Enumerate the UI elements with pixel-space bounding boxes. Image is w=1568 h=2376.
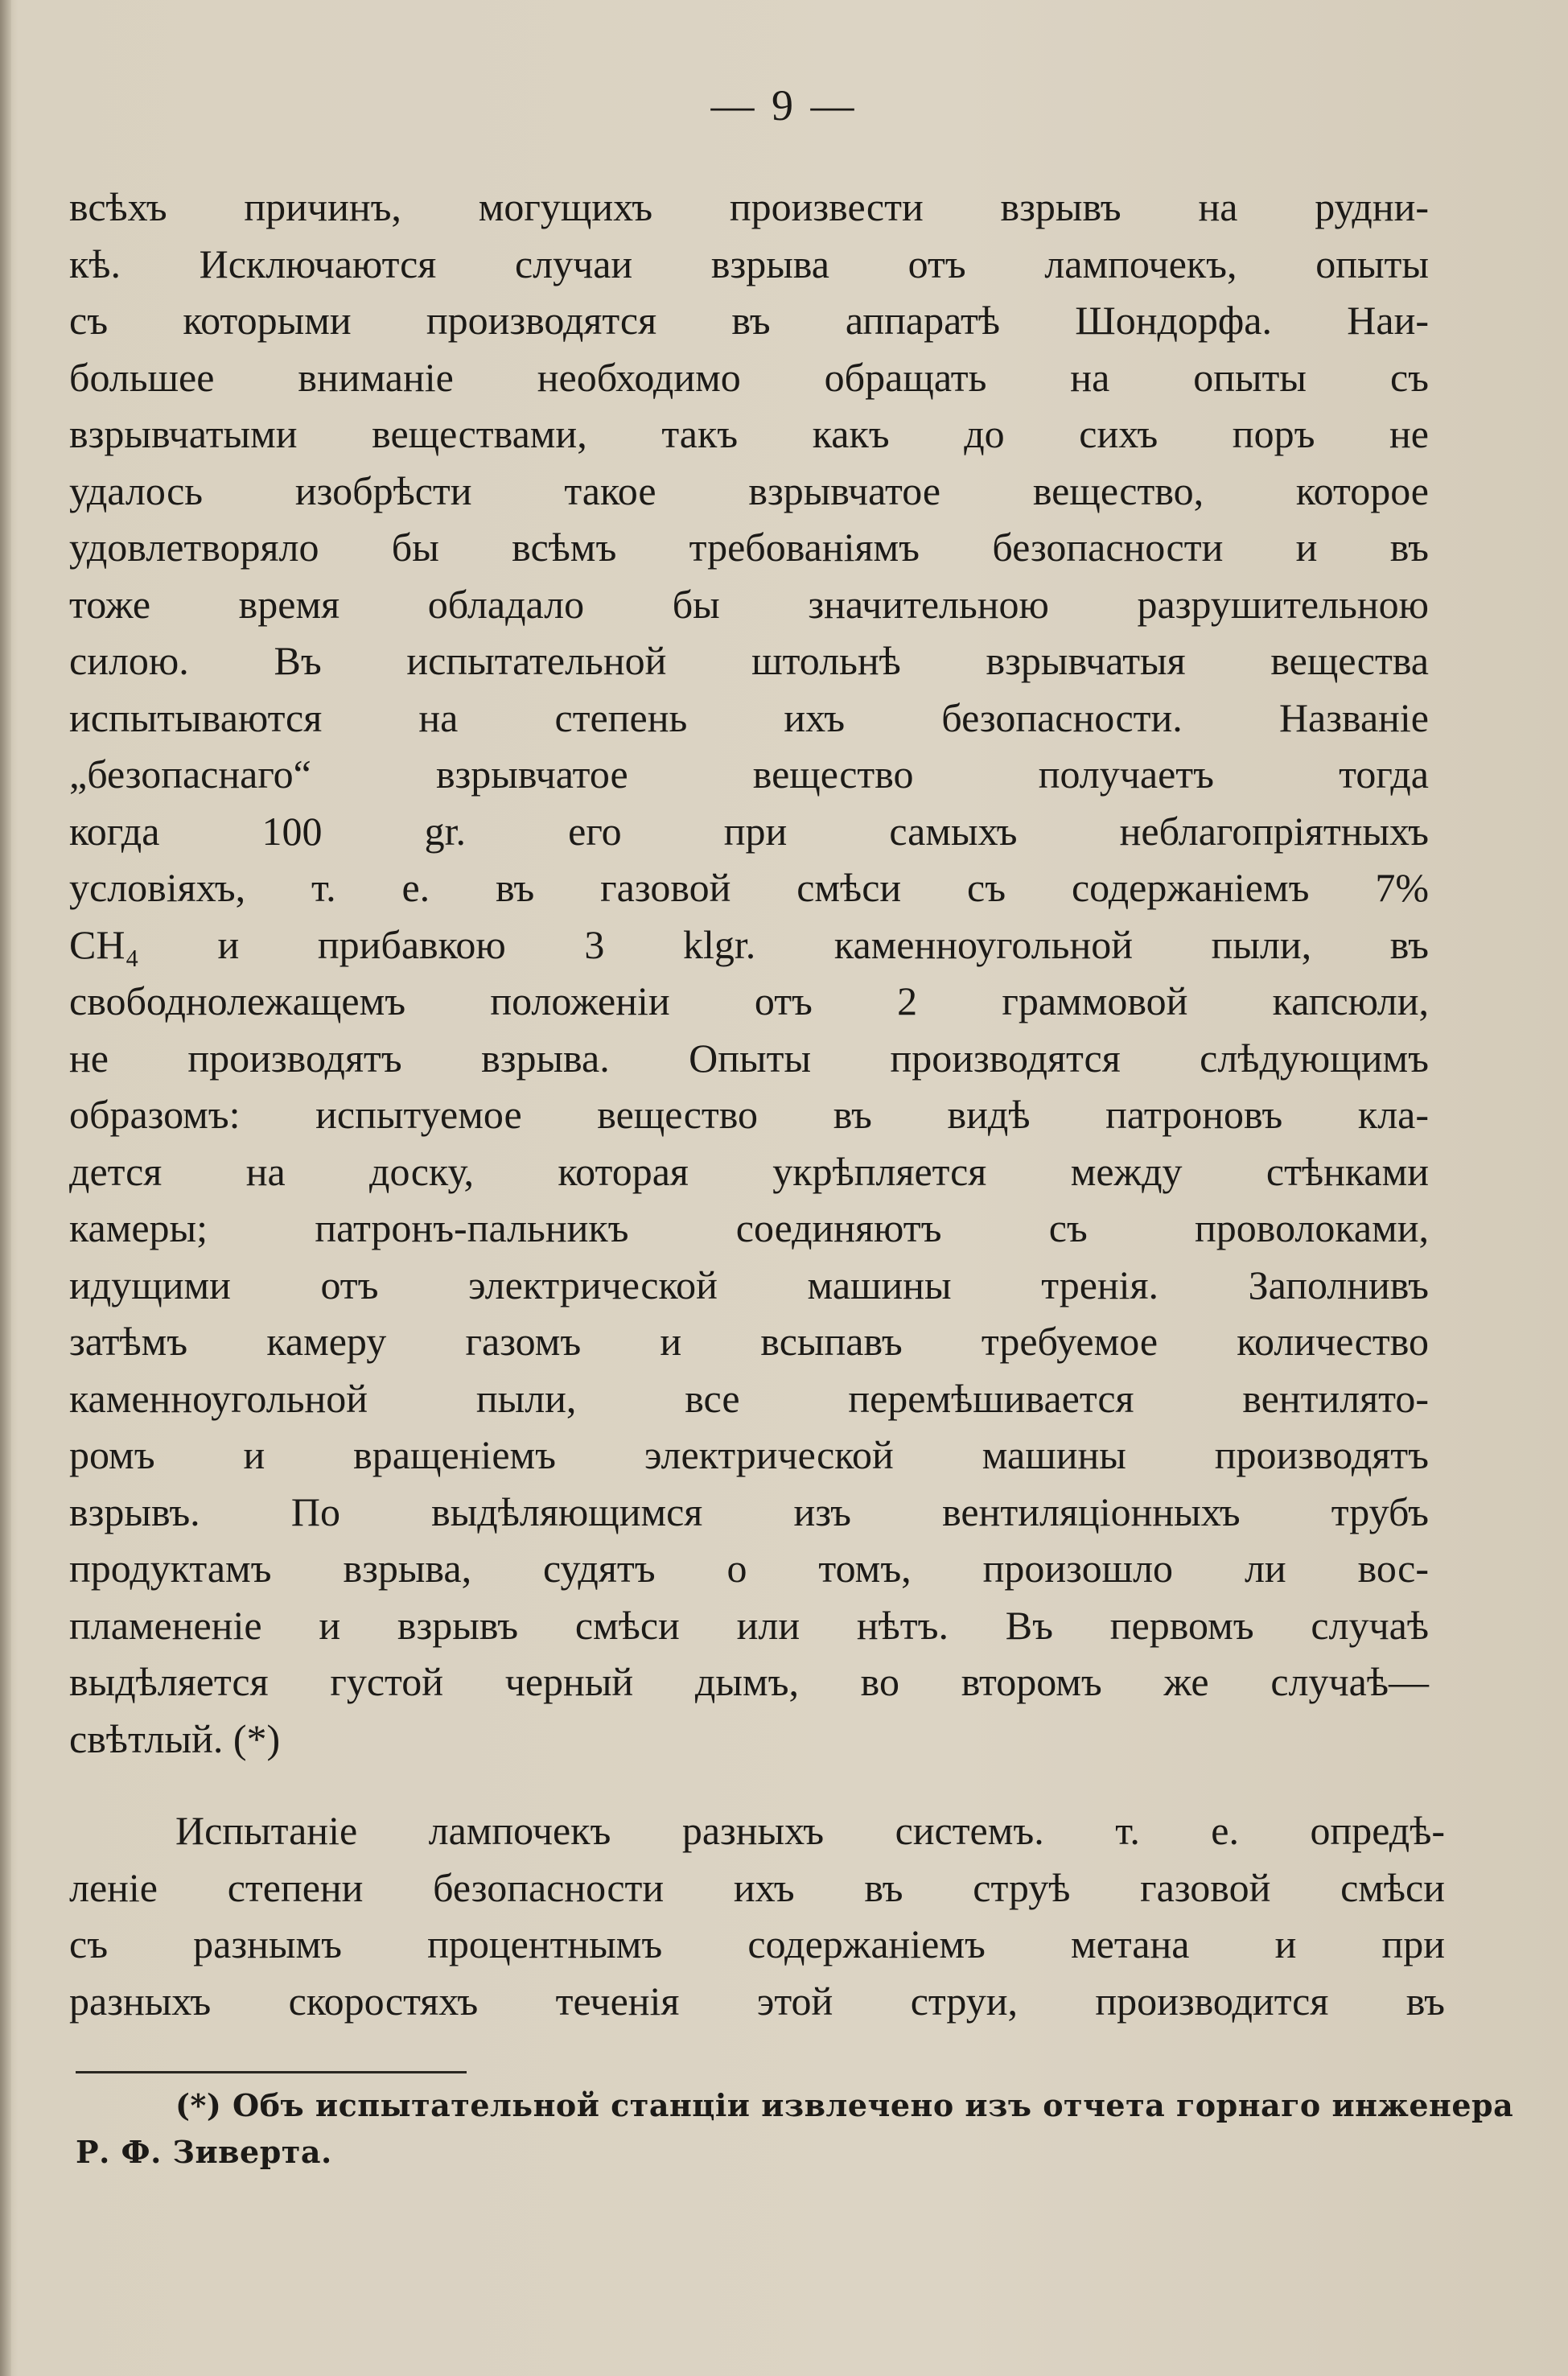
footnote bbox=[76, 2082, 1514, 2176]
text-line: взрывъ. По выдѣляющимся изъ вентиляціонныхъ трубъ bbox=[69, 1489, 1429, 1534]
text-line: съ разнымъ процентнымъ содержаніемъ метана и при bbox=[69, 1921, 1445, 1966]
text-line: идущими отъ электрической машины тренія. Заполнивъ bbox=[69, 1262, 1429, 1307]
text-line: кѣ. Исключаются случаи взрыва отъ лампочекъ, опыты bbox=[69, 241, 1429, 286]
footnote-line: Р. Ф. Зиверта. bbox=[76, 2134, 332, 2170]
text-line: камеры; патронъ-пальникъ соединяютъ съ проволоками, bbox=[69, 1205, 1429, 1250]
text-line: когда 100 gr. его при самыхъ неблагопріятныхъ bbox=[69, 808, 1429, 854]
footnote-line: (*) Объ испытательной станціи извлечено изъ отчета горнаго инженера bbox=[175, 2087, 1514, 2123]
text-line: леніе степени безопасности ихъ въ струѣ газовой смѣси bbox=[69, 1864, 1445, 1910]
text-line: силою. Въ испытательной штольнѣ взрывчатыя вещества bbox=[69, 638, 1429, 683]
text-line: условіяхъ, т. е. въ газовой смѣси съ содержаніемъ 7% bbox=[69, 865, 1429, 910]
text-line: свободнолежащемъ положеніи отъ 2 граммовой капсюли, bbox=[69, 978, 1429, 1023]
paragraph-explosives-testing bbox=[69, 179, 1429, 1767]
text-line: всѣхъ причинъ, могущихъ произвести взрывъ на рудни- bbox=[69, 184, 1429, 229]
text-line: затѣмъ камеру газомъ и всыпавъ требуемое количество bbox=[69, 1319, 1429, 1364]
text-line: большее вниманіе необходимо обращать на опыты съ bbox=[69, 354, 1429, 400]
text-line: испытываются на степень ихъ безопасности. Названіе bbox=[69, 694, 1429, 740]
text-line: разныхъ скоростяхъ теченія этой струи, производится въ bbox=[69, 1978, 1445, 2024]
text-line: „безопаснаго“ взрывчатое вещество получаетъ тогда bbox=[69, 752, 1429, 797]
text-line: удовлетворяло бы всѣмъ требованіямъ безопасности и въ bbox=[69, 525, 1429, 570]
text-line: съ которыми производятся въ аппаратѣ Шондорфа. Наи- bbox=[69, 298, 1429, 343]
text-line: выдѣляется густой черный дымъ, во второмъ же случаѣ— bbox=[69, 1659, 1429, 1704]
text-line: каменноугольной пыли, все перемѣшивается вентилято- bbox=[69, 1375, 1429, 1421]
text-line: дется на доску, которая укрѣпляется между стѣнками bbox=[69, 1148, 1429, 1194]
text-line: удалось изобрѣсти такое взрывчатое вещество, которое bbox=[69, 467, 1429, 513]
text-line: CH₄ и прибавкою 3 klgr. каменноугольной пыли, въ bbox=[69, 921, 1429, 967]
text-line: ромъ и вращеніемъ электрической машины производятъ bbox=[69, 1432, 1429, 1477]
text-line: Испытаніе лампочекъ разныхъ системъ. т. е. опредѣ- bbox=[175, 1808, 1445, 1853]
text-line: взрывчатыми веществами, такъ какъ до сихъ поръ не bbox=[69, 411, 1429, 456]
text-line: не производятъ взрыва. Опыты производятся слѣдующимъ bbox=[69, 1035, 1429, 1081]
text-line: образомъ: испытуемое вещество въ видѣ патроновъ кла- bbox=[69, 1092, 1429, 1137]
page-number: — 9 — bbox=[710, 81, 858, 130]
text-line: свѣтлый. (*) bbox=[69, 1715, 281, 1761]
paragraph-lamp-testing bbox=[69, 1802, 1445, 2029]
text-line: тоже время обладало бы значительною разрушительною bbox=[69, 581, 1429, 627]
footnote-divider bbox=[76, 2071, 467, 2073]
text-line: пламененіе и взрывъ смѣси или нѣтъ. Въ первомъ случаѣ bbox=[69, 1602, 1429, 1648]
text-line: продуктамъ взрыва, судятъ о томъ, произошло ли вос- bbox=[69, 1546, 1429, 1591]
page-binding-edge bbox=[0, 0, 11, 2376]
